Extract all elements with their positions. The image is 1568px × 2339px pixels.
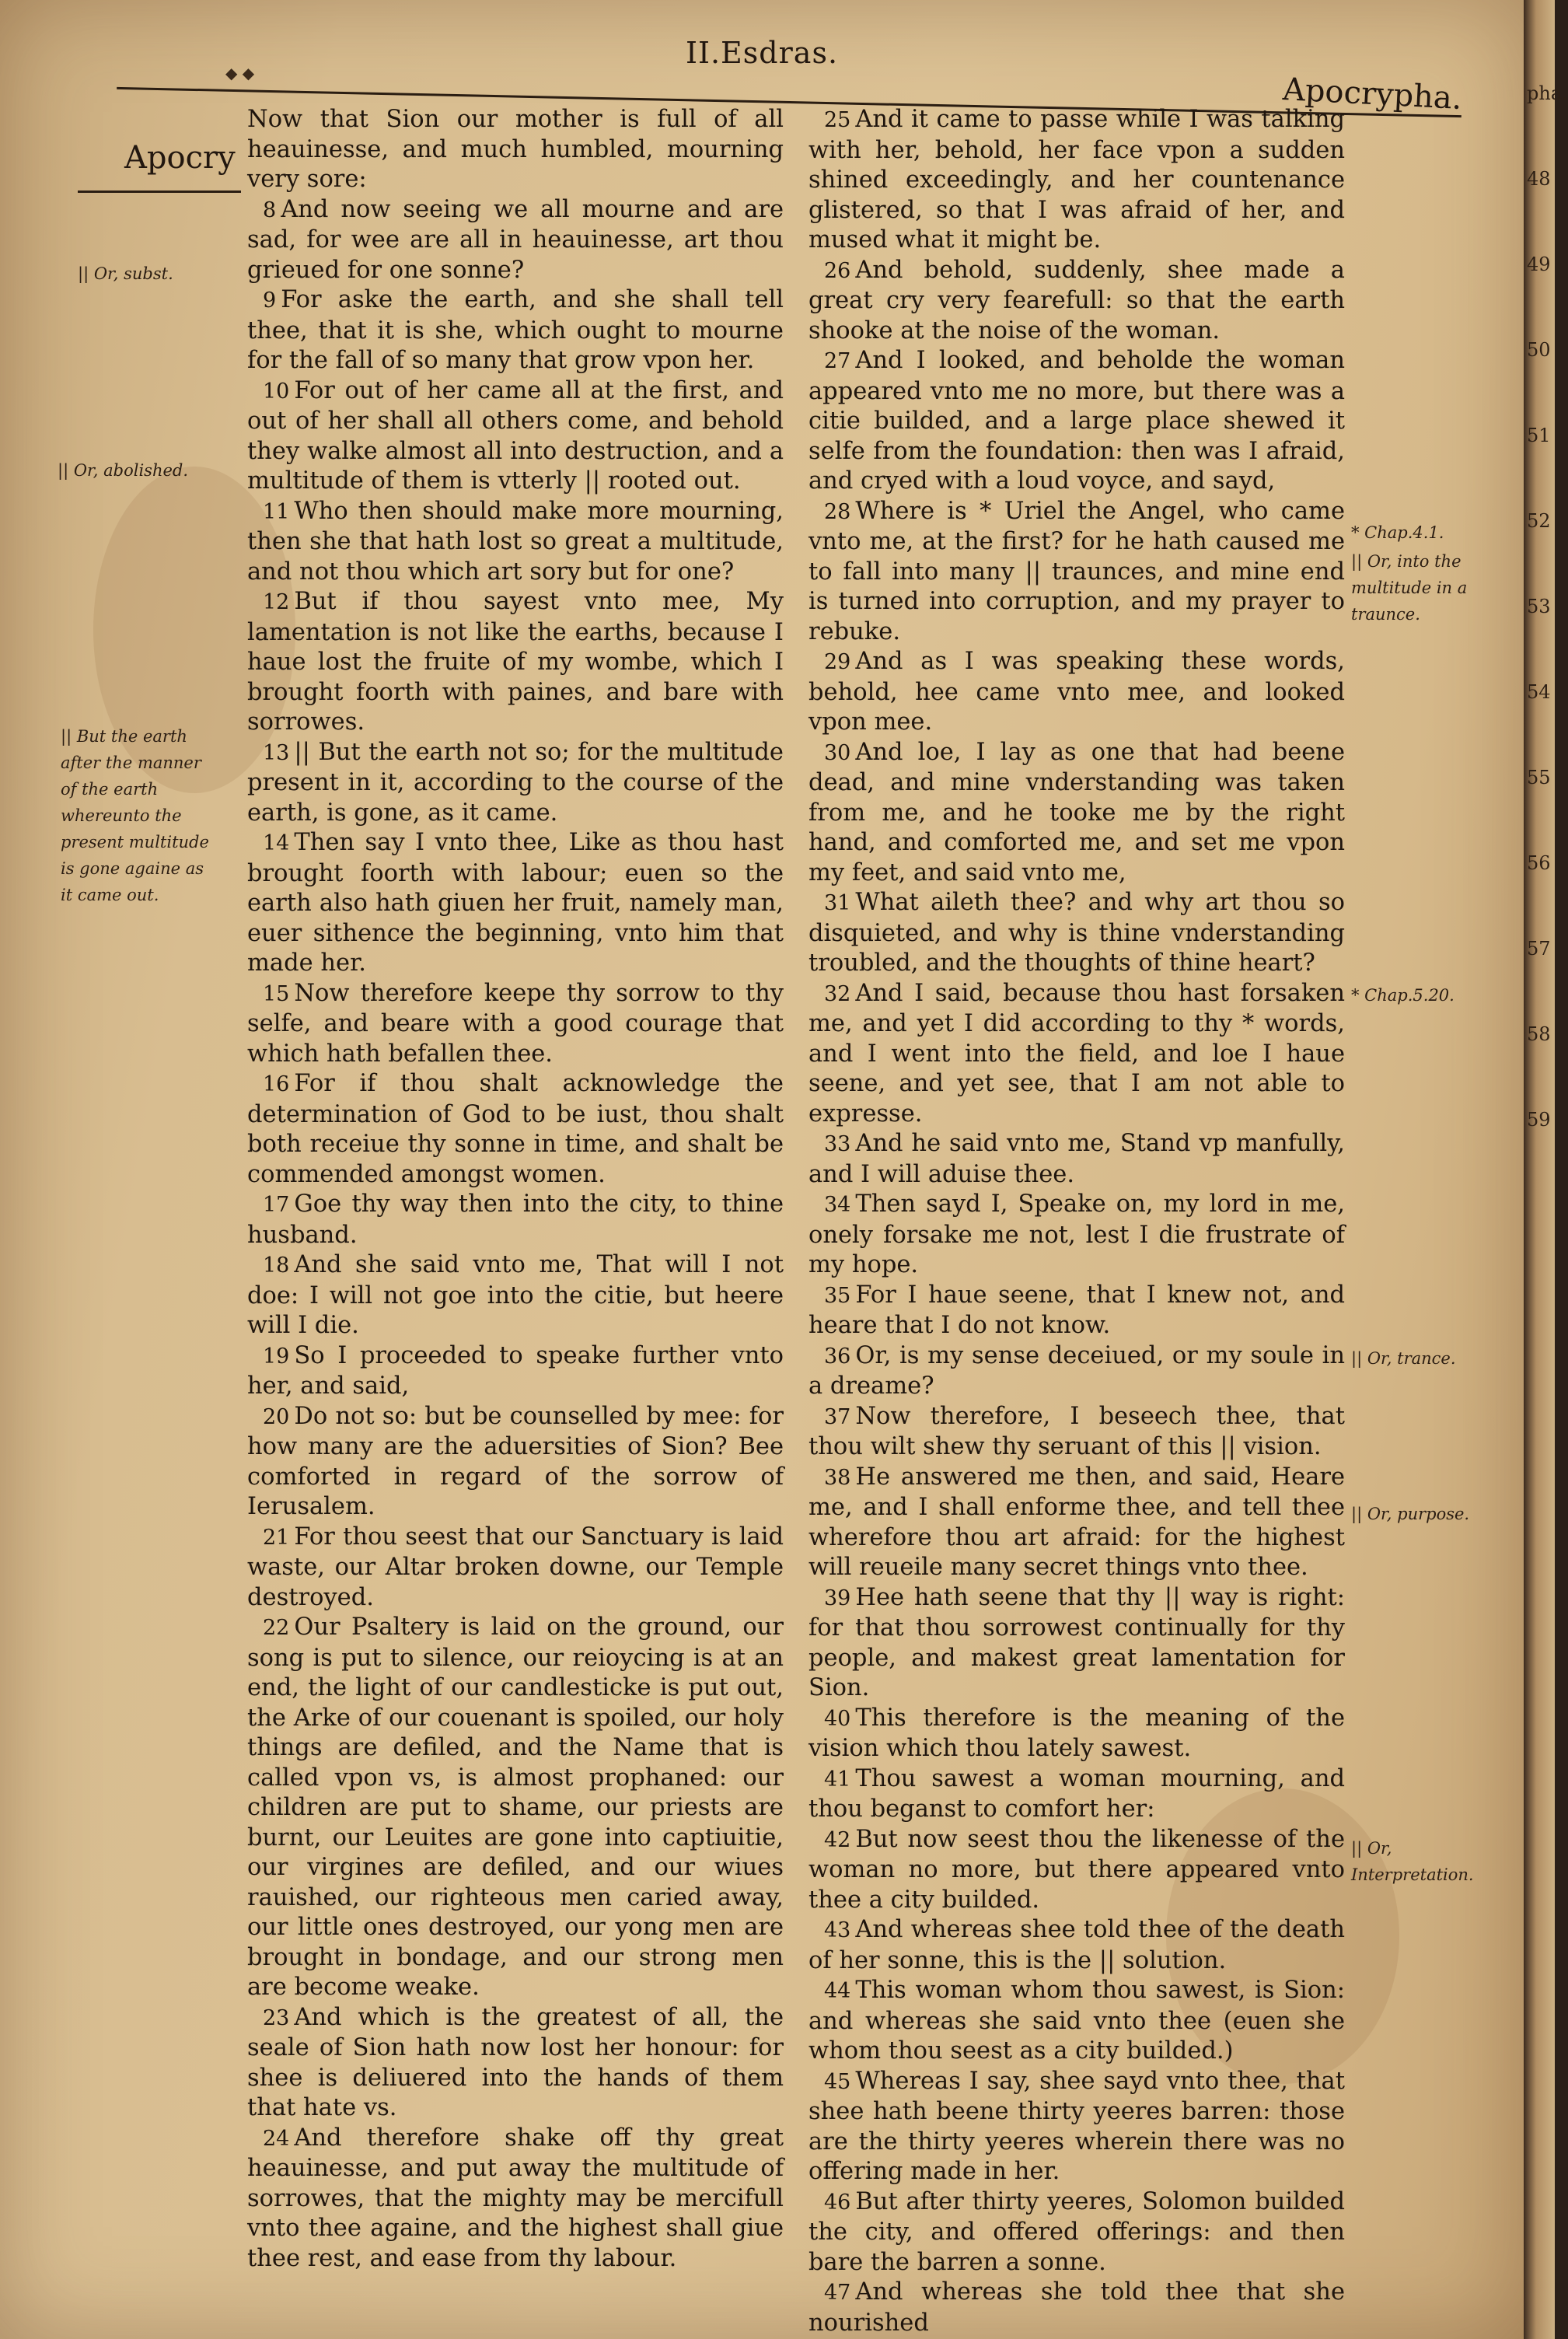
verse-text: He answered me then, and said, Heare me, and I shall enforme thee, and tell thee wherefore thou art afraid: for the highest will reueile many secret things vnto thee. — [808, 1463, 1345, 1581]
verse — [808, 1764, 1345, 1825]
verse-number: 23 — [263, 2005, 290, 2030]
verse-number: 37 — [824, 1404, 851, 1429]
verse-text: But now seest thou the likenesse of the woman no more, but there appeared vnto thee a city builded. — [808, 1825, 1345, 1914]
verse — [808, 2067, 1345, 2187]
verse-number: 21 — [263, 1525, 290, 1550]
margin-note: || Or, subst. — [78, 264, 173, 283]
verse-number: 8 — [263, 198, 277, 222]
verse — [247, 285, 784, 376]
margin-note: || Or, purpose. — [1351, 1505, 1470, 1523]
verse-number: 11 — [263, 499, 290, 524]
verse-text: Do not so: but be counselled by mee: for how many are the aduersities of Sion? Bee comforted in regard of the sorrow of Ierusalem. — [247, 1402, 784, 1520]
verse-text: Hee hath seene that thy || way is right: for that thou sorrowest continually for thy people, and makest great lamentation for Sion. — [808, 1583, 1345, 1701]
corner-mark: ◆ ◆ — [225, 64, 255, 82]
verse-number: 18 — [263, 1253, 290, 1278]
verse-text: Or, is my sense deceiued, or my soule in a dreame? — [808, 1341, 1345, 1400]
margin-note: || But the earth after the manner of the earth whereunto the present multitude is gone againe as it came out. — [61, 727, 209, 904]
verse — [808, 1129, 1345, 1190]
margin-note: || Or, Interpretation. — [1351, 1839, 1474, 1884]
verse — [247, 195, 784, 286]
verse — [808, 1190, 1345, 1281]
verse-text: And therefore shake off thy great heauinesse, and put away the multitude of sorrowes, that the mighty may be mercifull vnto thee againe, and the highest shall giue thee rest, and ease from thy labour. — [247, 2124, 784, 2272]
verse — [247, 828, 784, 979]
verse-text: Goe thy way then into the city, to thine husband. — [247, 1190, 784, 1249]
margin-note: || Or, trance. — [1351, 1349, 1456, 1368]
verse — [247, 1341, 784, 1402]
verse-number: 31 — [824, 891, 851, 915]
edge-fragment: 51 — [1527, 425, 1551, 446]
verse-text: For I haue seene, that I knew not, and heare that I do not know. — [808, 1281, 1345, 1339]
verse-number: 14 — [263, 831, 290, 855]
margin-note: || Or, abolished. — [58, 461, 189, 480]
verse — [808, 1463, 1345, 1583]
verse — [808, 1704, 1345, 1764]
verse-text: And I said, because thou hast forsaken me, and yet I did according to thy * words, and I went into the field, and loe I haue seene, and yet see, that I am not able to expresse. — [808, 979, 1345, 1128]
verse-text: For if thou shalt acknowledge the determination of God to be iust, thou shalt both receiue thy sonne in time, and shalt be commended amongst women. — [247, 1070, 784, 1188]
verse-text: For out of her came all at the first, and out of her shall all others come, and behold they walke almost all into destruction, and a multitude of them is vtterly || rooted out. — [247, 376, 784, 495]
verse-number: 19 — [263, 1344, 290, 1369]
verse-text: This woman whom thou sawest, is Sion: and whereas she said vnto thee (euen she whom thou seest as a city builded.) — [808, 1977, 1345, 2065]
verse-text: What aileth thee? and why art thou so disquieted, and why is thine vnderstanding troubled, and the thoughts of thine heart? — [808, 889, 1345, 977]
verse-number: 25 — [824, 108, 851, 132]
verse — [247, 1523, 784, 1614]
verse — [808, 256, 1345, 347]
edge-fragment: 59 — [1527, 1109, 1551, 1131]
verse-text: So I proceeded to speake further vnto her, and said, — [247, 1341, 784, 1400]
verse — [247, 1250, 784, 1341]
verse-text: But after thirty yeeres, Solomon builded the city, and offered offerings: and then bare the barren a sonne. — [808, 2187, 1345, 2276]
edge-fragment: 53 — [1527, 596, 1551, 617]
verse-text: And she said vnto me, That will I not doe: I will not goe into the citie, but heere will I die. — [247, 1251, 784, 1339]
verse-number: 30 — [824, 740, 851, 765]
verse-text: Whereas I say, shee sayd vnto thee, that shee hath beene thirty yeeres barren: those are the thirty yeeres wherein there was no offering made in her. — [808, 2067, 1345, 2185]
edge-fragment: 54 — [1527, 681, 1551, 703]
verse — [808, 1976, 1345, 2067]
verse — [247, 1402, 784, 1523]
verse-text: And now seeing we all mourne and are sad, for wee are all in heauinesse, art thou grieued for one sonne? — [247, 195, 784, 284]
verse-number: 40 — [824, 1706, 851, 1731]
verse-number: 34 — [824, 1193, 851, 1217]
verse-text: Now that Sion our mother is full of all heauinesse, and much humbled, mourning very sore: — [247, 106, 784, 193]
verse — [247, 587, 784, 738]
verse-number: 10 — [263, 379, 290, 404]
verse-text: Now therefore, I beseech thee, that thou wilt shew thy seruant of this || vision. — [808, 1402, 1345, 1460]
verse — [247, 1613, 784, 2003]
verse — [808, 1402, 1345, 1463]
verse-number: 12 — [263, 590, 290, 614]
verse — [808, 1341, 1345, 1402]
edge-fragment: pha. — [1527, 82, 1568, 104]
verse-text: For thou seest that our Sanctuary is laid waste, our Altar broken downe, our Temple destroyed. — [247, 1523, 784, 1611]
verse-number: 39 — [824, 1586, 851, 1610]
verse-number: 43 — [824, 1918, 851, 1942]
verse-number: 38 — [824, 1465, 851, 1490]
verse-text: Our Psaltery is laid on the ground, our song is put to silence, our reioycing is at an end, the light of our candlesticke is put out, the Arke of our couenant is spoiled, our holy things are defiled, and the Name that is called vpon vs, is almost prophaned: our children are put to shame, our priests are burnt, our Leuites are gone into captiuitie, our virgines are defiled, and our wiues rauished, our righteous men caried away, our little ones destroyed, our yong men are brought in bondage, and our strong men are become weake. — [247, 1614, 784, 2001]
verse-number: 46 — [824, 2190, 851, 2215]
adjacent-page-edge — [1524, 0, 1568, 2339]
running-head: II.Esdras. — [685, 36, 839, 70]
verse-number: 45 — [824, 2069, 851, 2094]
verse — [808, 738, 1345, 889]
verse-number: 26 — [824, 258, 851, 283]
edge-fragment: 58 — [1527, 1023, 1551, 1045]
margin-note: * Chap.4.1. — [1351, 523, 1444, 542]
verse-text: Now therefore keepe thy sorrow to thy selfe, and beare with a good courage that which hath befallen thee. — [247, 979, 784, 1068]
heading-rule — [78, 191, 241, 193]
verse-text: And it came to passe while I was talking with her, behold, her face vpon a sudden shined exceedingly, and her countenance glistered, so that I was afraid of her, and mused what it might be. — [808, 106, 1345, 253]
verse-text: And whereas she told thee that she nourished — [808, 2278, 1345, 2337]
verse-text: Then say I vnto thee, Like as thou hast brought foorth with labour; euen so the earth also hath giuen her fruit, namely man, euer sithence the beginning, vnto him that made her. — [247, 829, 784, 977]
verse-text: || But the earth not so; for the multitude present in it, according to the course of the earth, is gone, as it came. — [247, 738, 784, 827]
verse-number: 32 — [824, 981, 851, 1006]
section-heading-right: Apocrypha. — [1281, 71, 1463, 117]
verse-text: Then sayd I, Speake on, my lord in me, onely forsake me not, lest I die frustrate of my hope. — [808, 1190, 1345, 1278]
edge-fragment: 56 — [1527, 852, 1551, 874]
verse-number: 35 — [824, 1283, 851, 1308]
verse — [247, 497, 784, 588]
verse — [808, 647, 1345, 738]
verse-text: And whereas shee told thee of the death of her sonne, this is the || solution. — [808, 1916, 1345, 1974]
verse-number: 33 — [824, 1132, 851, 1156]
right-text-column — [808, 105, 1345, 2338]
verse — [247, 105, 784, 195]
verse — [808, 346, 1345, 497]
verse-number: 16 — [263, 1072, 290, 1096]
verse-text: And as I was speaking these words, behold, hee came vnto mee, and looked vpon mee. — [808, 648, 1345, 736]
verse — [247, 376, 784, 497]
verse-number: 36 — [824, 1344, 851, 1369]
verse-number: 17 — [263, 1193, 290, 1217]
verse-text: And I looked, and beholde the woman appeared vnto me no more, but there was a citie builded, and a large place shewed it selfe from the foundation: then was I afraid, and cryed with a loud voyce, and sayd, — [808, 347, 1345, 495]
verse — [808, 105, 1345, 256]
verse-text: This therefore is the meaning of the vision which thou lately sawest. — [808, 1704, 1345, 1762]
edge-fragment: 48 — [1527, 168, 1551, 190]
verse-text: And he said vnto me, Stand vp manfully, and I will aduise thee. — [808, 1130, 1345, 1188]
verse-number: 29 — [824, 650, 851, 674]
verse — [808, 979, 1345, 1130]
verse-number: 28 — [824, 499, 851, 524]
verse-number: 47 — [824, 2281, 851, 2305]
verse-number: 41 — [824, 1767, 851, 1792]
verse — [808, 888, 1345, 979]
verse-text: Where is * Uriel the Angel, who came vnto me, at the first? for he hath caused me to fall into many || traunces, and mine end is turned into corruption, and my prayer to rebuke. — [808, 497, 1345, 645]
verse-number: 15 — [263, 981, 290, 1006]
verse — [247, 2003, 784, 2124]
verse — [808, 2187, 1345, 2278]
verse-number: 24 — [263, 2126, 290, 2151]
left-text-column — [247, 105, 784, 2274]
edge-fragment: 50 — [1527, 339, 1551, 361]
verse-text: For aske the earth, and she shall tell thee, that it is she, which ought to mourne for the fall of so many that grow vpon her. — [247, 286, 784, 374]
verse — [808, 1281, 1345, 1341]
verse — [247, 738, 784, 829]
margin-note: || Or, into the multitude in a traunce. — [1351, 552, 1468, 624]
edge-fragment: 57 — [1527, 938, 1551, 960]
edge-fragment: 55 — [1527, 767, 1551, 788]
verse-number: 9 — [263, 288, 277, 313]
verse-text: And behold, suddenly, shee made a great cry very fearefull: so that the earth shooke at the noise of the woman. — [808, 256, 1345, 344]
verse-text: But if thou sayest vnto mee, My lamentation is not like the earths, because I haue lost the fruite of my wombe, which I brought foorth with paines, and bare with sorrowes. — [247, 588, 784, 736]
verse-text: And loe, I lay as one that had beene dead, and mine vnderstanding was taken from me, and he tooke me by the right hand, and comforted me, and set me vpon my feet, and said vnto me, — [808, 738, 1345, 886]
verse-number: 22 — [263, 1616, 290, 1640]
verse-number: 42 — [824, 1827, 851, 1852]
verse — [247, 2124, 784, 2274]
verse — [247, 1190, 784, 1250]
verse — [808, 1583, 1345, 1704]
verse — [808, 1825, 1345, 1916]
verse-number: 27 — [824, 349, 851, 373]
verse-text: Thou sawest a woman mourning, and thou beganst to comfort her: — [808, 1764, 1345, 1823]
verse-text: And which is the greatest of all, the seale of Sion hath now lost her honour: for shee is deliuered into the hands of them that hate vs. — [247, 2003, 784, 2121]
edge-fragment: 52 — [1527, 510, 1551, 532]
verse-number: 44 — [824, 1979, 851, 2003]
verse-number: 20 — [263, 1404, 290, 1429]
verse — [247, 1069, 784, 1190]
verse-text: Who then should make more mourning, then she that hath lost so great a multitude, and not thou which art sory but for one? — [247, 497, 784, 586]
verse — [808, 2278, 1345, 2338]
verse — [247, 979, 784, 1070]
edge-fragment: 49 — [1527, 253, 1551, 275]
section-heading-left: Apocry — [124, 140, 236, 176]
margin-note: * Chap.5.20. — [1351, 986, 1455, 1005]
verse — [808, 497, 1345, 648]
verse-number: 13 — [263, 740, 290, 765]
verse — [808, 1915, 1345, 1976]
